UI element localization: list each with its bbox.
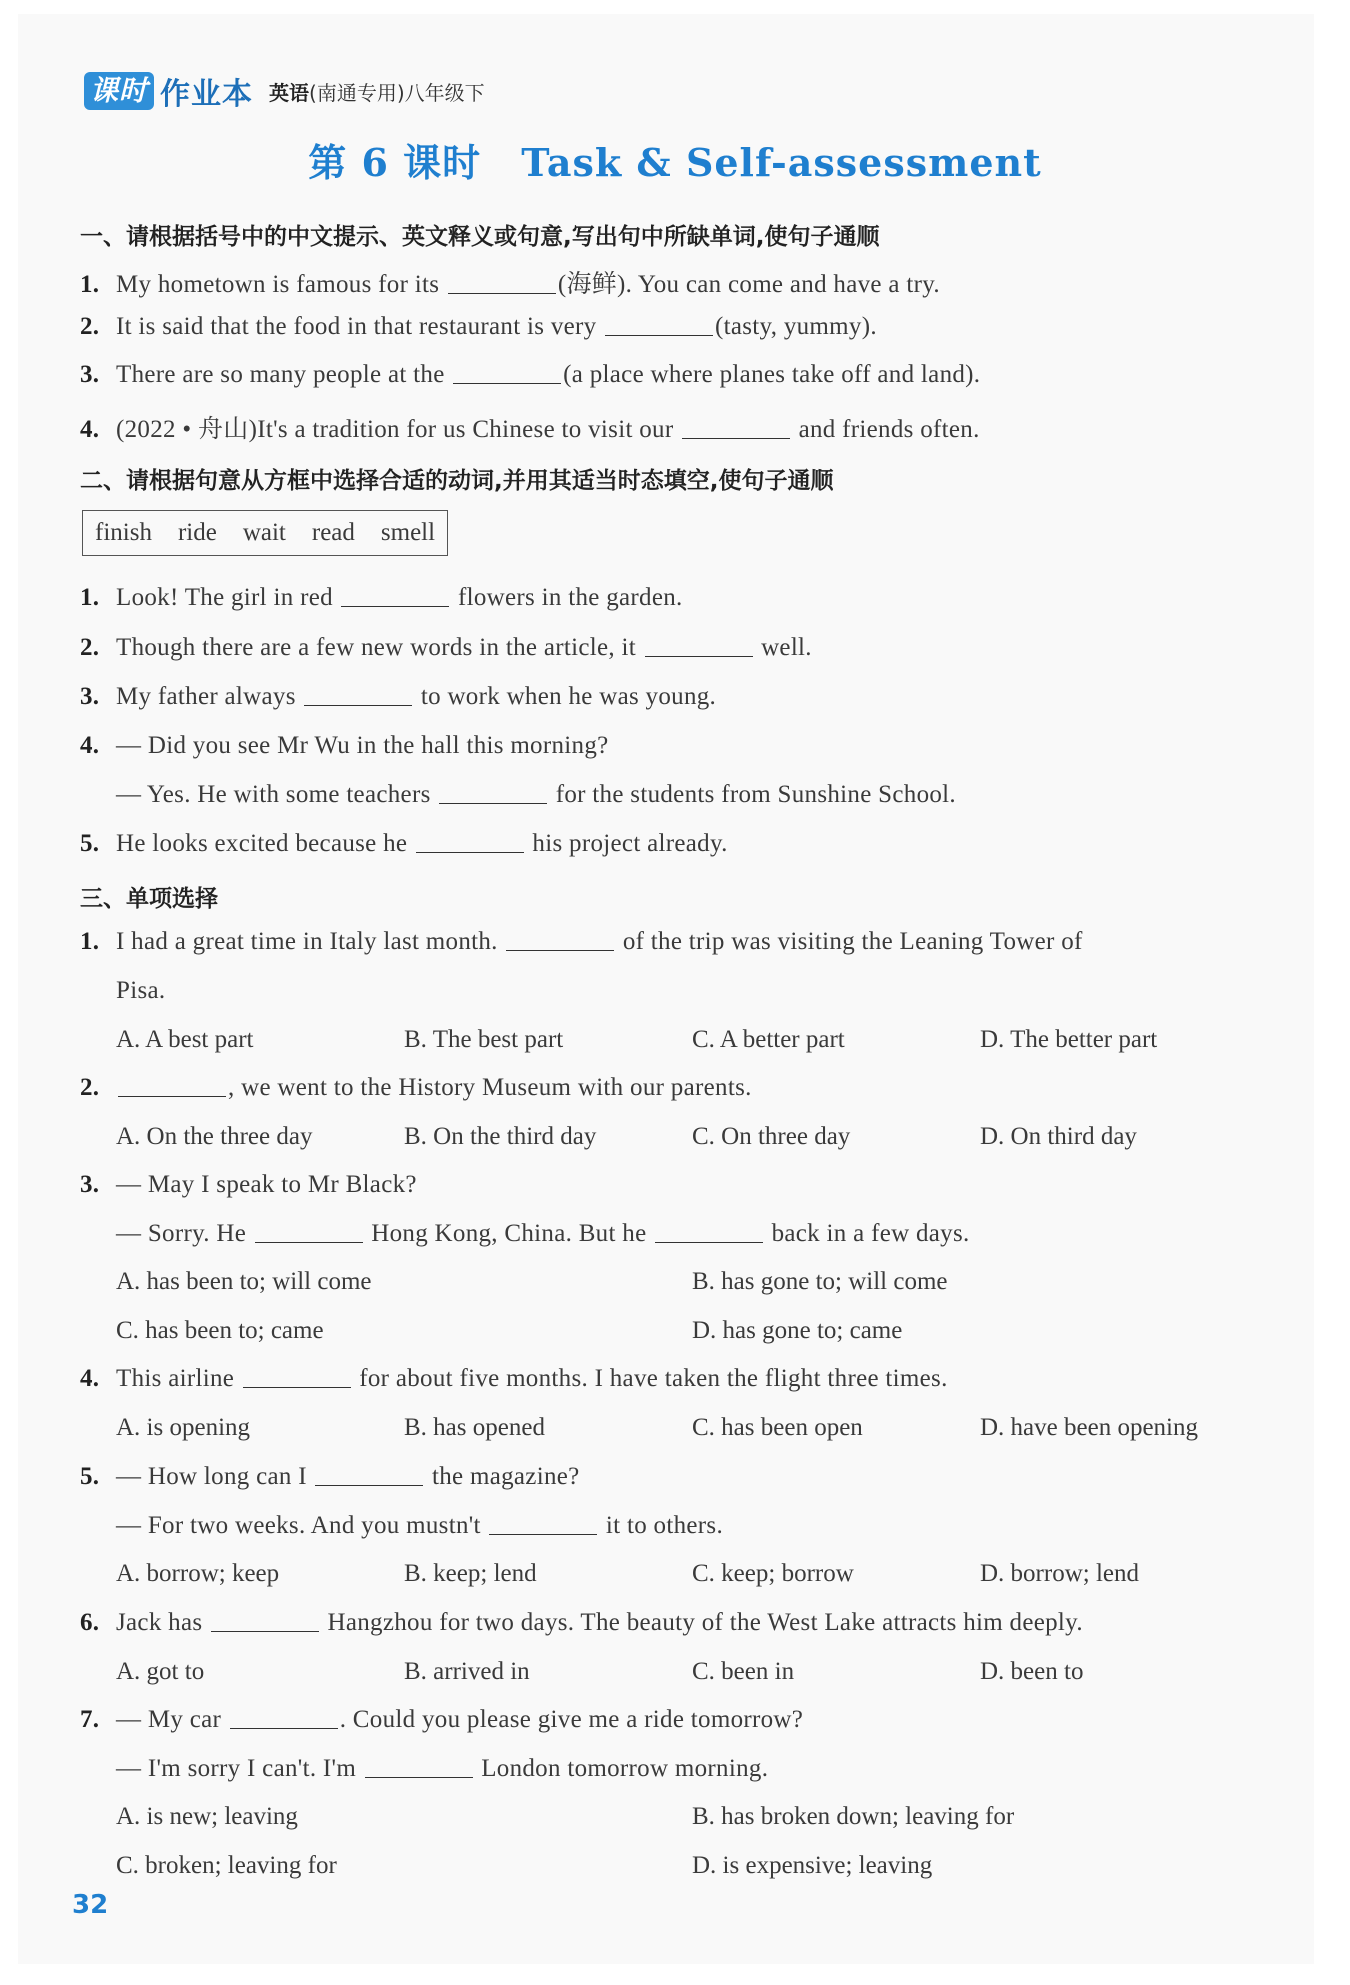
mc-question-6: 6. Jack has Hangzhou for two days. The beauty of the West Lake attracts him deeply.: [80, 1609, 1083, 1636]
mc-question-7-reply: — I'm sorry I can't. I'm London tomorrow morning.: [116, 1755, 769, 1782]
mc-question-1-cont: Pisa.: [116, 977, 166, 1004]
worksheet-page: [18, 14, 1314, 1964]
word-box: [82, 510, 448, 556]
mc1-option-a[interactable]: A. A best part: [116, 1026, 254, 1053]
mc4-option-c[interactable]: C. has been open: [692, 1414, 863, 1441]
book-header: [84, 70, 485, 112]
section-1-heading: 一、请根据括号中的中文提示、英文释义或句意,写出句中所缺单词,使句子通顺: [80, 224, 880, 250]
mc3-option-d[interactable]: D. has gone to; came: [692, 1317, 903, 1344]
mc2-option-c[interactable]: C. On three day: [692, 1123, 851, 1150]
mc-question-3-reply: — Sorry. He Hong Kong, China. But he back in a few days.: [116, 1220, 970, 1247]
answer-blank[interactable]: [341, 605, 449, 607]
mc4-option-b[interactable]: B. has opened: [404, 1414, 545, 1441]
s1-question-2: 2. It is said that the food in that restaurant is very (tasty, yummy).: [80, 313, 877, 340]
mc1-option-d[interactable]: D. The better part: [980, 1026, 1158, 1053]
lesson-number: 第 6 课时: [308, 140, 482, 185]
mc-question-4: 4. This airline for about five months. I have taken the flight three times.: [80, 1365, 948, 1392]
answer-blank[interactable]: [645, 655, 753, 657]
mc7-option-b[interactable]: B. has broken down; leaving for: [692, 1803, 1015, 1830]
s2-question-5: 5. He looks excited because he his project already.: [80, 830, 728, 857]
book-detail: (南通专用)八年级下: [309, 80, 485, 105]
answer-blank[interactable]: [255, 1241, 363, 1243]
answer-blank[interactable]: [304, 704, 412, 706]
mc5-option-c[interactable]: C. keep; borrow: [692, 1560, 854, 1587]
mc5-option-b[interactable]: B. keep; lend: [404, 1560, 537, 1587]
answer-blank[interactable]: [453, 382, 561, 384]
mc2-option-a[interactable]: A. On the three day: [116, 1123, 313, 1150]
answer-blank[interactable]: [243, 1386, 351, 1388]
s2-question-4: 4. — Did you see Mr Wu in the hall this morning?: [80, 732, 609, 759]
answer-blank[interactable]: [655, 1241, 763, 1243]
section-3-heading: 三、单项选择: [80, 886, 218, 912]
s1-question-3: 3. There are so many people at the (a place where planes take off and land).: [80, 361, 981, 388]
mc5-option-d[interactable]: D. borrow; lend: [980, 1560, 1139, 1587]
mc6-option-b[interactable]: B. arrived in: [404, 1658, 530, 1685]
mc-question-2: 2. , we went to the History Museum with our parents.: [80, 1074, 752, 1101]
answer-blank[interactable]: [682, 437, 790, 439]
answer-blank[interactable]: [416, 851, 524, 853]
answer-blank[interactable]: [211, 1630, 319, 1632]
lesson-topic: Task & Self-assessment: [521, 140, 1042, 185]
mc-question-3: 3. — May I speak to Mr Black?: [80, 1171, 417, 1198]
word-box-item: read: [311, 519, 355, 546]
book-subject: 英语: [269, 80, 310, 105]
brand-name: 作业本: [160, 77, 254, 112]
mc6-option-c[interactable]: C. been in: [692, 1658, 795, 1685]
mc4-option-d[interactable]: D. have been opening: [980, 1414, 1198, 1441]
answer-blank[interactable]: [230, 1727, 338, 1729]
mc3-option-b[interactable]: B. has gone to; will come: [692, 1268, 948, 1295]
mc7-option-c[interactable]: C. broken; leaving for: [116, 1852, 337, 1879]
answer-blank[interactable]: [448, 292, 556, 294]
mc5-option-a[interactable]: A. borrow; keep: [116, 1560, 280, 1587]
page-number: 32: [72, 1890, 109, 1920]
mc-question-5: 5. — How long can I the magazine?: [80, 1463, 580, 1490]
answer-blank[interactable]: [439, 802, 547, 804]
answer-blank[interactable]: [315, 1484, 423, 1486]
mc-question-1: 1. I had a great time in Italy last month. of the trip was visiting the Leaning Tower of: [80, 928, 1083, 955]
answer-blank[interactable]: [365, 1776, 473, 1778]
s2-question-4-reply: — Yes. He with some teachers for the students from Sunshine School.: [116, 781, 956, 808]
s1-question-4: 4. (2022 • 舟山)It's a tradition for us Chinese to visit our and friends often.: [80, 416, 980, 443]
mc7-option-a[interactable]: A. is new; leaving: [116, 1803, 298, 1830]
answer-blank[interactable]: [118, 1095, 226, 1097]
s2-question-1: 1. Look! The girl in red flowers in the garden.: [80, 584, 683, 611]
answer-blank[interactable]: [506, 949, 614, 951]
mc3-option-a[interactable]: A. has been to; will come: [116, 1268, 372, 1295]
mc2-option-b[interactable]: B. On the third day: [404, 1123, 597, 1150]
s2-question-3: 3. My father always to work when he was young.: [80, 683, 717, 710]
s1-question-1: 1. My hometown is famous for its (海鲜). You can come and have a try.: [80, 271, 940, 298]
s2-question-2: 2. Though there are a few new words in the article, it well.: [80, 634, 812, 661]
word-box-item: ride: [177, 519, 217, 546]
word-box-item: smell: [380, 519, 436, 546]
lesson-title: [0, 132, 1350, 187]
mc3-option-c[interactable]: C. has been to; came: [116, 1317, 324, 1344]
mc6-option-d[interactable]: D. been to: [980, 1658, 1084, 1685]
answer-blank[interactable]: [605, 334, 713, 336]
answer-blank[interactable]: [489, 1533, 597, 1535]
mc2-option-d[interactable]: D. On third day: [980, 1123, 1137, 1150]
section-2-heading: 二、请根据句意从方框中选择合适的动词,并用其适当时态填空,使句子通顺: [80, 468, 834, 494]
mc-question-7: 7. — My car . Could you please give me a ride tomorrow?: [80, 1706, 804, 1733]
word-box-item: finish: [95, 519, 152, 546]
mc-question-5-reply: — For two weeks. And you mustn't it to others.: [116, 1512, 723, 1539]
mc1-option-b[interactable]: B. The best part: [404, 1026, 564, 1053]
mc6-option-a[interactable]: A. got to: [116, 1658, 205, 1685]
mc4-option-a[interactable]: A. is opening: [116, 1414, 251, 1441]
brand-logo: 课时: [84, 72, 154, 110]
word-box-item: wait: [242, 519, 286, 546]
mc7-option-d[interactable]: D. is expensive; leaving: [692, 1852, 933, 1879]
mc1-option-c[interactable]: C. A better part: [692, 1026, 845, 1053]
